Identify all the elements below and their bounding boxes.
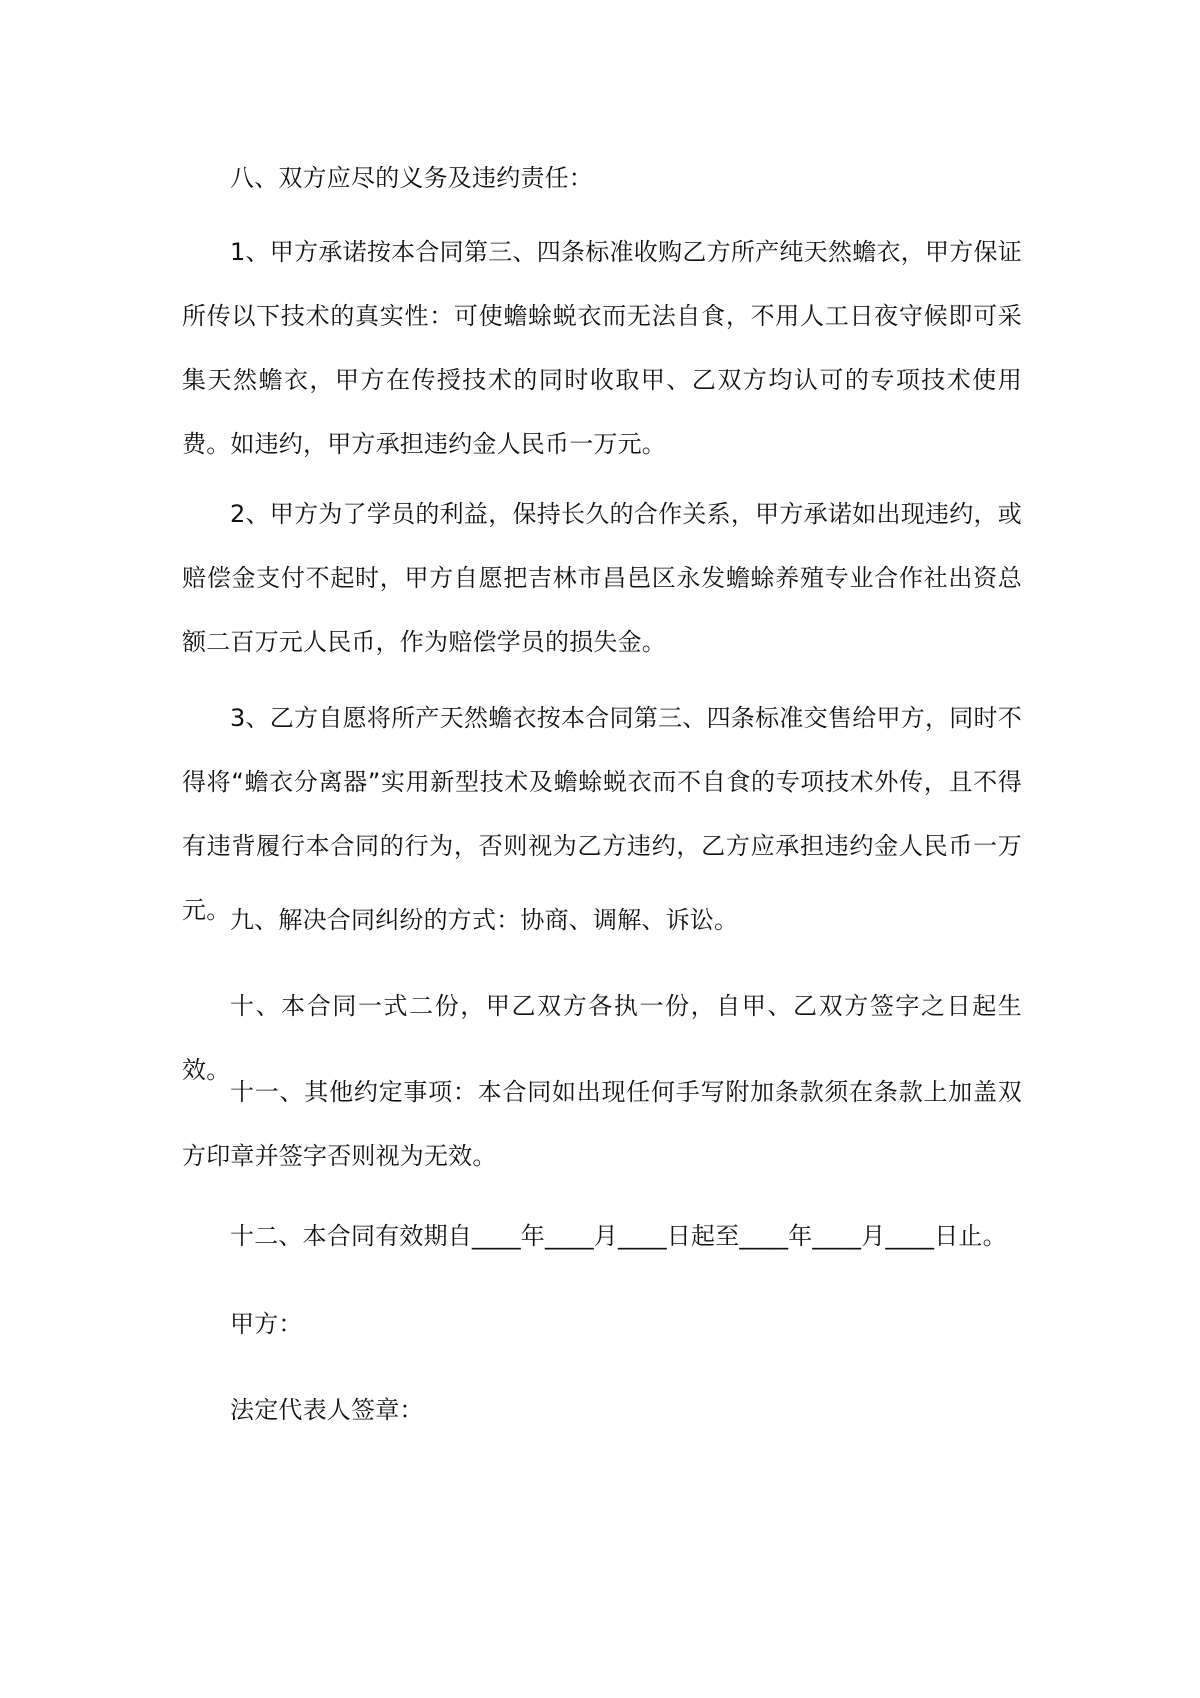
legal-representative-signature-label: 法定代表人签章： (230, 1396, 424, 1424)
section-11: 十一、其他约定事项：本合同如出现任何手写附加条款须在条款上加盖双方印章并签字否则视为无效。 (182, 1078, 1022, 1170)
party-a-label: 甲方： (230, 1310, 303, 1338)
section-9: 九、解决合同纠纷的方式：协商、调解、诉讼。 (230, 906, 739, 934)
section-10: 十、本合同一式二份，甲乙双方各执一份，自甲、乙双方签字之日起生效。 (182, 992, 1022, 1084)
section-8-clause-3: 3、乙方自愿将所产天然蟾衣按本合同第三、四条标准交售给甲方，同时不得将“蟾衣分离器”实用新型技术及蟾蜍蜕衣而不自食的专项技术外传，且不得有违背履行本合同的行为，否则视为乙方违约，乙方应承担违约金人民币一万元。 (182, 704, 1022, 924)
section-8-clause-2: 2、甲方为了学员的利益，保持长久的合作关系，甲方承诺如出现违约，或赔偿金支付不起时，甲方自愿把吉林市昌邑区永发蟾蜍养殖专业合作社出资总额二百万元人民币，作为赔偿学员的损失金。 (182, 500, 1022, 656)
section-8-heading: 八、双方应尽的义务及违约责任： (230, 164, 593, 192)
section-8-clause-1: 1、甲方承诺按本合同第三、四条标准收购乙方所产纯天然蟾衣，甲方保证所传以下技术的真实性：可使蟾蜍蜕衣而无法自食，不用人工日夜守候即可采集天然蟾衣，甲方在传授技术的同时收取甲、乙双方均认可的专项技术使用费。如违约，甲方承担违约金人民币一万元。 (182, 238, 1022, 458)
section-12: 十二、本合同有效期自____年____月____日起至____年____月____日止。 (230, 1222, 1007, 1250)
